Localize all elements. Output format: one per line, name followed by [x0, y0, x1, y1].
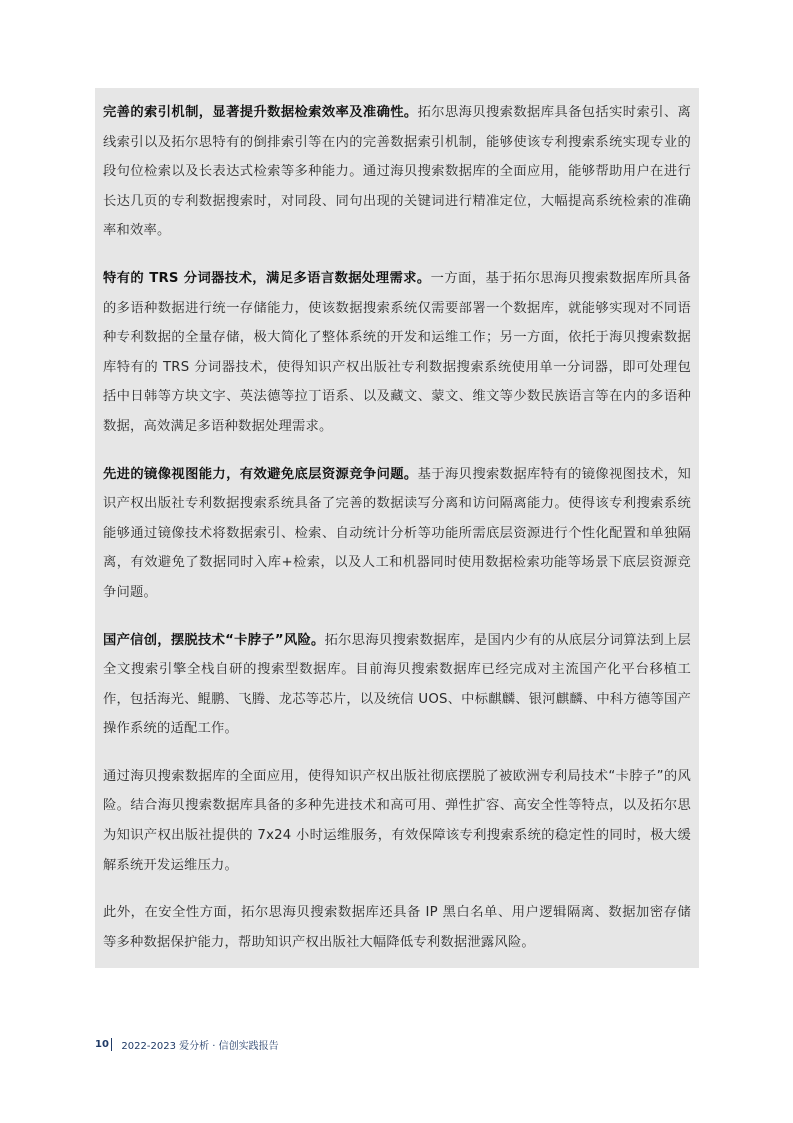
paragraph-full-application: [103, 762, 691, 880]
paragraph-security: [103, 898, 691, 957]
paragraph-body: 拓尔思海贝搜索数据库具备包括实时索引、离线索引以及拓尔思特有的倒排索引等在内的完善数据索引机制，能够使该专利搜索系统实现专业的段句位检索以及长表达式检索等多种能力。通过海贝搜索数据库的全面应用，能够帮助用户在进行长达几页的专利数据搜索时，对同段、同句出现的关键词进行精准定位，大幅提高系统检索的准确率和效率。: [103, 105, 691, 239]
paragraph-body: 此外，在安全性方面，拓尔思海贝搜索数据库还具备 IP 黑白名单、用户逻辑隔离、数据加密存储等多种数据保护能力，帮助知识产权出版社大幅降低专利数据泄露风险。: [103, 905, 691, 950]
paragraph-body: 基于海贝搜索数据库特有的镜像视图技术，知识产权出版社专利数据搜索系统具备了完善的数据读写分离和访问隔离能力。使得该专利搜索系统能够通过镜像技术将数据索引、检索、自动统计分析等功能所需底层资源进行个性化配置和单独隔离，有效避免了数据同时入库+检索，以及人工和机器同时使用数据检索功能等场景下底层资源竞争问题。: [103, 466, 691, 600]
paragraph-body: 拓尔思海贝搜索数据库，是国内少有的从底层分词算法到上层全文搜索引擎全栈自研的搜索型数据库。目前海贝搜索数据库已经完成对主流国产化平台移植工作，包括海光、鲲鹏、飞腾、龙芯等芯片，以及统信 UOS、中标麒麟、银河麒麟、中科方德等国产操作系统的适配工作。: [103, 632, 691, 737]
paragraph-lead: 完善的索引机制，显著提升数据检索效率及准确性。: [103, 105, 418, 120]
paragraph-trs-tokenizer: [103, 264, 691, 442]
paragraph-body: 通过海贝搜索数据库的全面应用，使得知识产权出版社彻底摆脱了被欧洲专利局技术“卡脖子”的风险。结合海贝搜索数据库具备的多种先进技术和高可用、弹性扩容、高安全性等特点，以及拓尔思为知识产权出版社提供的 7x24 小时运维服务，有效保障该专利搜索系统的稳定性的同时，极大缓解系统开发运维压力。: [103, 768, 691, 873]
paragraph-mirror-view: [103, 460, 691, 608]
paragraph-lead: 先进的镜像视图能力，有效避免底层资源竞争问题。: [103, 466, 418, 482]
page-number: 10: [95, 1039, 109, 1050]
content-panel: [95, 88, 699, 968]
report-title: 2022-2023 爱分析 · 信创实践报告: [121, 1041, 279, 1052]
paragraph-index-mechanism: [103, 98, 691, 246]
paragraph-lead: 特有的 TRS 分词器技术，满足多语言数据处理需求。: [103, 270, 431, 286]
footer-divider: [111, 1038, 113, 1051]
paragraph-domestic-innovation: [103, 626, 691, 744]
page-footer: [95, 1037, 279, 1052]
paragraph-body: 一方面，基于拓尔思海贝搜索数据库所具备的多语种数据进行统一存储能力，使该数据搜索系统仅需要部署一个数据库，就能够实现对不同语种专利数据的全量存储，极大简化了整体系统的开发和运维工作；另一方面，依托于海贝搜索数据库特有的 TRS 分词器技术，使得知识产权出版社专利数据搜索系统使用单一分词器，即可处理包括中日韩等方块文字、英法德等拉丁语系、以及藏文、蒙文、维文等少数民族语言等在内的多语种数据，高效满足多语种数据处理需求。: [103, 270, 691, 434]
paragraph-lead: 国产信创，摆脱技术“卡脖子”风险。: [103, 632, 325, 648]
